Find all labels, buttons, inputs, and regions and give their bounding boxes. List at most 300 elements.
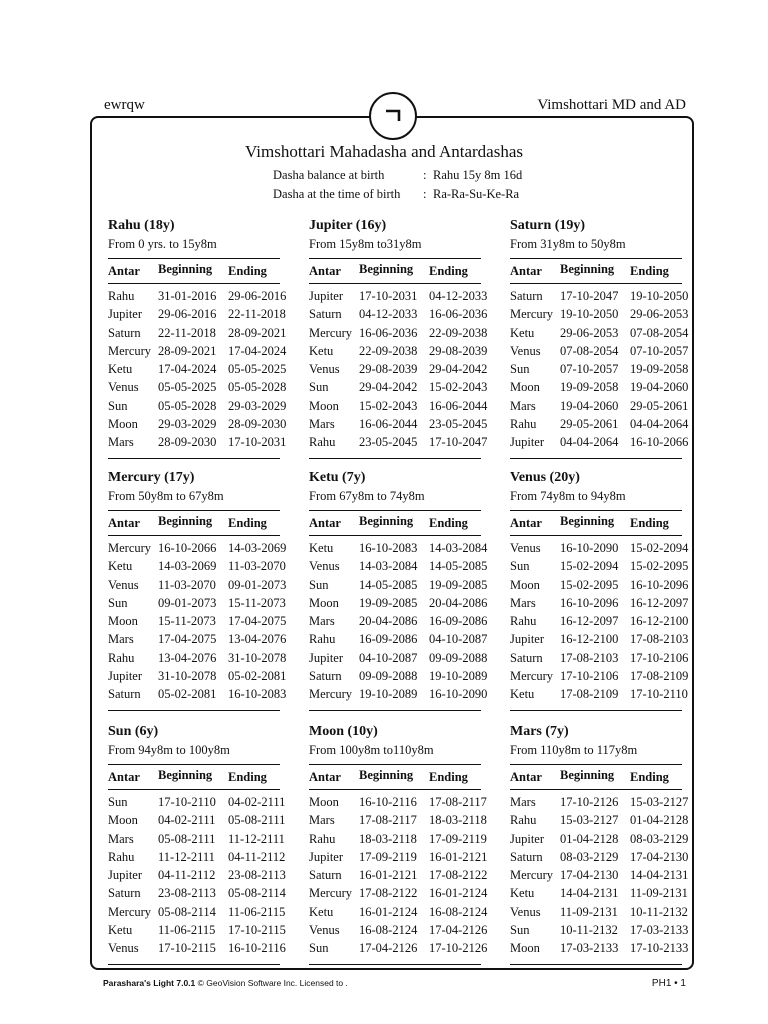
- beginning-cell: 17-08-2117: [359, 813, 417, 828]
- antar-cell: Saturn: [309, 868, 342, 883]
- table-row: [510, 868, 689, 886]
- header-left-text: ewrqw: [104, 97, 145, 113]
- beginning-cell: 29-06-2016: [158, 307, 217, 322]
- column-header-antar: Antar: [108, 264, 140, 278]
- ending-cell: 19-10-2050: [630, 289, 689, 303]
- ending-cell: 17-08-2117: [429, 795, 487, 809]
- ending-cell: 23-05-2045: [429, 417, 488, 432]
- beginning-cell: 01-04-2128: [560, 831, 619, 846]
- antar-cell: Sun: [309, 941, 329, 956]
- table-row: [309, 325, 488, 344]
- table-row: [510, 435, 689, 453]
- beginning-cell: 17-04-2024: [158, 362, 217, 377]
- antar-cell: Rahu: [309, 632, 336, 647]
- table-rule: [309, 710, 481, 711]
- beginning-cell: 17-10-2031: [359, 289, 418, 303]
- antar-cell: Moon: [108, 417, 138, 432]
- table-rule: [108, 458, 280, 459]
- beginning-cell: 16-10-2096: [560, 595, 619, 610]
- beginning-cell: 17-09-2119: [359, 849, 417, 864]
- table-row: [309, 904, 488, 923]
- mahadasha-title: Rahu (18y): [108, 218, 175, 233]
- antar-cell: Mercury: [510, 307, 554, 322]
- antar-cell: Sun: [108, 398, 128, 413]
- antar-cell: Ketu: [510, 886, 535, 901]
- ending-cell: 09-01-2073: [228, 577, 287, 592]
- table-row: [309, 595, 488, 614]
- table-header: [510, 511, 682, 535]
- table-row: [510, 595, 689, 614]
- ending-cell: 17-10-2133: [630, 941, 689, 956]
- beginning-cell: 10-11-2132: [560, 923, 618, 938]
- ending-cell: 16-10-2066: [630, 435, 689, 450]
- table-row: [510, 614, 689, 632]
- beginning-cell: 04-11-2112: [158, 868, 216, 883]
- mahadasha-range: From 94y8m to 100y8m: [108, 743, 230, 757]
- antar-cell: Saturn: [309, 669, 342, 684]
- ending-cell: 17-08-2109: [630, 669, 689, 684]
- mahadasha-range: From 110y8m to 117y8m: [510, 743, 638, 757]
- table-row: [108, 831, 285, 850]
- table-row: [309, 886, 488, 904]
- beginning-cell: 11-03-2070: [158, 577, 216, 592]
- table-row: [309, 289, 488, 307]
- ending-cell: 15-02-2095: [630, 559, 689, 574]
- column-header-ending: Ending: [228, 770, 267, 784]
- ending-cell: 29-06-2053: [630, 307, 689, 322]
- antar-cell: Rahu: [309, 831, 336, 846]
- antar-cell: Mars: [309, 614, 335, 629]
- dasha-block: [510, 724, 689, 965]
- column-header-beginning: Beginning: [359, 514, 414, 528]
- table-row: [309, 380, 488, 398]
- table-row: [309, 541, 488, 559]
- table-body: [510, 536, 689, 710]
- header-right-text: Vimshottari MD and AD: [537, 97, 686, 113]
- table-header: [309, 511, 481, 535]
- table-row: [510, 307, 689, 325]
- ending-cell: 16-01-2124: [429, 886, 488, 901]
- antar-cell: Venus: [510, 343, 541, 358]
- ending-cell: 10-11-2132: [630, 904, 688, 919]
- ending-cell: 01-04-2128: [630, 813, 689, 828]
- antar-cell: Venus: [108, 577, 139, 592]
- table-row: [108, 687, 287, 705]
- table-row: [309, 362, 488, 380]
- beginning-cell: 15-02-2043: [359, 398, 418, 413]
- beginning-cell: 17-08-2109: [560, 687, 619, 702]
- ending-cell: 17-04-2024: [228, 343, 287, 358]
- table-body: [510, 284, 689, 458]
- antar-cell: Mars: [309, 417, 335, 432]
- antar-cell: Rahu: [108, 849, 135, 864]
- antar-cell: Mars: [108, 632, 134, 647]
- table-row: [108, 435, 287, 453]
- beginning-cell: 16-09-2086: [359, 632, 418, 647]
- antar-cell: Ketu: [309, 904, 334, 919]
- antar-cell: Venus: [309, 923, 340, 938]
- page-number: PH1 • 1: [651, 978, 686, 989]
- table-row: [510, 904, 688, 923]
- table-row: [108, 595, 286, 614]
- beginning-cell: 31-10-2078: [158, 669, 217, 684]
- ending-cell: 17-08-2103: [630, 632, 689, 647]
- ending-cell: 19-10-2089: [429, 669, 488, 684]
- antar-cell: Saturn: [108, 325, 141, 340]
- beginning-cell: 19-09-2058: [560, 380, 619, 395]
- beginning-cell: 28-09-2030: [158, 435, 217, 450]
- ending-cell: 29-08-2039: [429, 343, 488, 358]
- beginning-cell: 15-11-2073: [158, 614, 216, 629]
- mahadasha-range: From 74y8m to 94y8m: [510, 489, 626, 503]
- beginning-cell: 07-08-2054: [560, 343, 619, 358]
- table-row: [108, 559, 286, 577]
- ending-cell: 13-04-2076: [228, 632, 287, 647]
- ending-cell: 07-08-2054: [630, 325, 689, 340]
- dasha-time-label: Dasha at the time of birth: [273, 187, 401, 201]
- beginning-cell: 16-10-2116: [359, 795, 417, 809]
- table-row: [510, 577, 689, 596]
- beginning-cell: 05-05-2028: [158, 398, 217, 413]
- beginning-cell: 16-06-2044: [359, 417, 418, 432]
- beginning-cell: 16-10-2083: [359, 541, 418, 555]
- table-body: [108, 536, 287, 710]
- table-row: [108, 795, 286, 813]
- antar-cell: Saturn: [510, 849, 543, 864]
- column-header-beginning: Beginning: [158, 768, 213, 782]
- antar-cell: Rahu: [510, 614, 537, 629]
- antar-cell: Saturn: [510, 650, 543, 665]
- ending-cell: 05-08-2114: [228, 886, 286, 901]
- beginning-cell: 29-05-2061: [560, 417, 619, 432]
- beginning-cell: 14-05-2085: [359, 577, 418, 592]
- ending-cell: 19-04-2060: [630, 380, 689, 395]
- table-row: [309, 559, 488, 577]
- table-row: [510, 813, 689, 831]
- column-header-antar: Antar: [510, 264, 542, 278]
- ending-cell: 16-08-2124: [429, 904, 488, 919]
- ending-cell: 05-05-2028: [228, 380, 287, 395]
- table-row: [510, 398, 689, 417]
- beginning-cell: 05-05-2025: [158, 380, 217, 395]
- beginning-cell: 16-08-2124: [359, 923, 418, 938]
- ending-cell: 16-12-2100: [630, 614, 689, 629]
- table-row: [309, 343, 488, 362]
- ending-cell: 19-09-2085: [429, 577, 488, 592]
- antar-cell: Jupiter: [108, 307, 143, 322]
- table-row: [510, 669, 689, 687]
- antar-cell: Ketu: [309, 343, 334, 358]
- table-header: [108, 765, 280, 789]
- antar-cell: Mars: [309, 813, 335, 828]
- ending-cell: 22-11-2018: [228, 307, 286, 322]
- ending-cell: 15-02-2043: [429, 380, 488, 395]
- ending-cell: 17-10-2115: [228, 923, 286, 938]
- ending-cell: 16-06-2036: [429, 307, 488, 322]
- table-row: [510, 417, 689, 435]
- column-header-antar: Antar: [309, 264, 341, 278]
- antar-cell: Rahu: [108, 650, 135, 665]
- beginning-cell: 11-12-2111: [158, 849, 215, 864]
- column-header-antar: Antar: [108, 516, 140, 530]
- table-row: [510, 849, 689, 868]
- mahadasha-range: From 67y8m to 74y8m: [309, 489, 425, 503]
- table-header: [108, 259, 280, 283]
- table-row: [510, 650, 689, 669]
- ending-cell: 31-10-2078: [228, 650, 287, 665]
- column-header-ending: Ending: [429, 516, 468, 530]
- table-row: [309, 417, 488, 435]
- antar-cell: Mercury: [108, 343, 152, 358]
- column-header-antar: Antar: [309, 770, 341, 784]
- table-rule: [510, 710, 682, 711]
- ending-cell: 22-09-2038: [429, 325, 488, 340]
- beginning-cell: 11-06-2115: [158, 923, 216, 938]
- ending-cell: 11-12-2111: [228, 831, 285, 846]
- antar-cell: Moon: [309, 795, 339, 809]
- mahadasha-range: From 100y8m to110y8m: [309, 743, 434, 757]
- beginning-cell: 17-10-2126: [560, 795, 619, 809]
- beginning-cell: 17-04-2126: [359, 941, 418, 956]
- ending-cell: 18-03-2118: [429, 813, 487, 828]
- table-row: [510, 380, 689, 398]
- dasha-block: [108, 218, 287, 459]
- ending-cell: 19-09-2058: [630, 362, 689, 377]
- table-row: [309, 868, 488, 886]
- table-rule: [108, 710, 280, 711]
- table-row: [108, 307, 286, 325]
- beginning-cell: 22-09-2038: [359, 343, 418, 358]
- ending-cell: 07-10-2057: [630, 343, 689, 358]
- ending-cell: 28-09-2021: [228, 325, 287, 340]
- beginning-cell: 17-08-2103: [560, 650, 619, 665]
- chart-badge: [369, 92, 417, 140]
- footer-app-name: Parashara's Light 7.0.1: [103, 978, 196, 988]
- table-row: [510, 831, 689, 850]
- table-row: [309, 398, 488, 417]
- table-row: [108, 325, 287, 344]
- table-row: [108, 941, 286, 959]
- table-body: [108, 790, 286, 964]
- table-rule: [510, 964, 682, 965]
- antar-cell: Moon: [309, 595, 339, 610]
- table-row: [108, 849, 286, 868]
- antar-cell: Rahu: [510, 417, 537, 432]
- beginning-cell: 17-10-2106: [560, 669, 619, 684]
- beginning-cell: 18-03-2118: [359, 831, 417, 846]
- antar-cell: Mars: [108, 831, 134, 846]
- mahadasha-range: From 50y8m to 67y8m: [108, 489, 224, 503]
- table-body: [108, 284, 287, 458]
- table-row: [108, 577, 287, 596]
- ending-cell: 05-02-2081: [228, 669, 287, 684]
- ending-cell: 17-10-2110: [630, 687, 688, 702]
- ending-cell: 23-08-2113: [228, 868, 286, 883]
- ending-cell: 11-09-2131: [630, 886, 688, 901]
- ending-cell: 14-03-2069: [228, 541, 287, 555]
- beginning-cell: 05-08-2111: [158, 831, 216, 846]
- beginning-cell: 04-10-2087: [359, 650, 418, 665]
- beginning-cell: 19-10-2089: [359, 687, 418, 702]
- ending-cell: 11-03-2070: [228, 559, 286, 574]
- antar-cell: Ketu: [108, 362, 133, 377]
- table-row: [309, 650, 488, 669]
- column-header-ending: Ending: [228, 264, 267, 278]
- antar-cell: Mercury: [108, 541, 152, 555]
- column-header-beginning: Beginning: [158, 514, 213, 528]
- dasha-block: [510, 218, 689, 459]
- dasha-block: [309, 724, 488, 965]
- antar-cell: Rahu: [510, 813, 537, 828]
- beginning-cell: 13-04-2076: [158, 650, 217, 665]
- antar-cell: Mercury: [108, 904, 152, 919]
- table-row: [309, 614, 488, 632]
- table-row: [510, 687, 688, 705]
- antar-cell: Moon: [108, 813, 138, 828]
- table-row: [108, 923, 286, 941]
- antar-cell: Jupiter: [510, 632, 545, 647]
- antar-cell: Ketu: [108, 559, 133, 574]
- beginning-cell: 29-06-2053: [560, 325, 619, 340]
- ending-cell: 16-10-2116: [228, 941, 286, 956]
- dasha-balance-colon: :: [423, 168, 427, 182]
- table-row: [510, 541, 689, 559]
- ending-cell: 04-04-2064: [630, 417, 689, 432]
- beginning-cell: 22-11-2018: [158, 325, 216, 340]
- mahadasha-title: Jupiter (16y): [309, 218, 387, 233]
- ending-cell: 05-08-2111: [228, 813, 286, 828]
- ending-cell: 14-03-2084: [429, 541, 488, 555]
- ending-cell: 04-10-2087: [429, 632, 488, 647]
- table-header: [309, 259, 481, 283]
- table-row: [108, 343, 287, 362]
- ending-cell: 17-08-2122: [429, 868, 488, 883]
- ending-cell: 09-09-2088: [429, 650, 488, 665]
- beginning-cell: 23-05-2045: [359, 435, 418, 450]
- dasha-block: [309, 218, 488, 459]
- antar-cell: Mars: [108, 435, 134, 450]
- ending-cell: 17-04-2130: [630, 849, 689, 864]
- ending-cell: 08-03-2129: [630, 831, 689, 846]
- antar-cell: Mercury: [510, 868, 554, 883]
- table-row: [510, 923, 689, 941]
- table-row: [309, 577, 488, 596]
- mahadasha-title: Mercury (17y): [108, 470, 195, 485]
- beginning-cell: 29-08-2039: [359, 362, 418, 377]
- ending-cell: 29-05-2061: [630, 398, 689, 413]
- beginning-cell: 05-08-2114: [158, 904, 216, 919]
- antar-cell: Ketu: [510, 325, 535, 340]
- table-row: [108, 868, 286, 886]
- table-row: [309, 795, 487, 813]
- table-body: [510, 790, 689, 964]
- beginning-cell: 14-04-2131: [560, 886, 619, 901]
- antar-cell: Venus: [510, 904, 541, 919]
- table-row: [309, 687, 488, 705]
- antar-cell: Sun: [510, 362, 530, 377]
- antar-cell: Moon: [108, 614, 138, 629]
- beginning-cell: 07-10-2057: [560, 362, 619, 377]
- column-header-beginning: Beginning: [560, 768, 615, 782]
- table-row: [309, 941, 488, 959]
- antar-cell: Sun: [510, 559, 530, 574]
- table-row: [510, 343, 689, 362]
- antar-cell: Mars: [510, 595, 536, 610]
- ending-cell: 14-04-2131: [630, 868, 689, 883]
- table-row: [510, 325, 689, 344]
- ending-cell: 17-09-2119: [429, 831, 487, 846]
- ending-cell: 05-05-2025: [228, 362, 287, 377]
- antar-cell: Sun: [309, 380, 329, 395]
- table-row: [108, 904, 286, 923]
- dasha-block: [108, 470, 287, 711]
- ending-cell: 17-04-2126: [429, 923, 488, 938]
- antar-cell: Moon: [510, 941, 540, 956]
- antar-cell: Jupiter: [309, 289, 344, 303]
- antar-cell: Moon: [510, 380, 540, 395]
- beginning-cell: 16-06-2036: [359, 325, 418, 340]
- ending-cell: 11-06-2115: [228, 904, 286, 919]
- ending-cell: 17-10-2031: [228, 435, 287, 450]
- column-header-beginning: Beginning: [158, 262, 213, 276]
- beginning-cell: 15-02-2094: [560, 559, 619, 574]
- ending-cell: 20-04-2086: [429, 595, 488, 610]
- antar-cell: Mars: [510, 795, 536, 809]
- ending-cell: 29-04-2042: [429, 362, 488, 377]
- table-row: [108, 362, 287, 380]
- antar-cell: Mercury: [309, 886, 353, 901]
- beginning-cell: 05-02-2081: [158, 687, 217, 702]
- dasha-block: [108, 724, 286, 965]
- antar-cell: Ketu: [510, 687, 535, 702]
- table-row: [510, 795, 689, 813]
- ending-cell: 29-06-2016: [228, 289, 287, 303]
- mahadasha-title: Ketu (7y): [309, 470, 366, 485]
- beginning-cell: 31-01-2016: [158, 289, 217, 303]
- table-rule: [309, 964, 481, 965]
- table-row: [510, 289, 689, 307]
- column-header-antar: Antar: [510, 516, 542, 530]
- ending-cell: 17-03-2133: [630, 923, 689, 938]
- beginning-cell: 28-09-2021: [158, 343, 217, 358]
- beginning-cell: 17-10-2115: [158, 941, 216, 956]
- beginning-cell: 20-04-2086: [359, 614, 418, 629]
- mahadasha-title: Saturn (19y): [510, 218, 586, 233]
- ending-cell: 15-02-2094: [630, 541, 689, 555]
- mahadasha-title: Sun (6y): [108, 724, 159, 739]
- table-row: [309, 632, 488, 650]
- beginning-cell: 11-09-2131: [560, 904, 618, 919]
- antar-cell: Saturn: [108, 687, 141, 702]
- beginning-cell: 17-03-2133: [560, 941, 619, 956]
- table-rule: [108, 964, 280, 965]
- beginning-cell: 17-08-2122: [359, 886, 418, 901]
- table-row: [309, 307, 488, 325]
- beginning-cell: 29-04-2042: [359, 380, 418, 395]
- column-header-beginning: Beginning: [359, 262, 414, 276]
- beginning-cell: 08-03-2129: [560, 849, 619, 864]
- antar-cell: Sun: [108, 595, 128, 610]
- page-title: Vimshottari Mahadasha and Antardashas: [245, 142, 523, 161]
- column-header-ending: Ending: [630, 264, 669, 278]
- beginning-cell: 17-04-2075: [158, 632, 217, 647]
- dasha-time-value: Ra-Ra-Su-Ke-Ra: [433, 187, 520, 201]
- column-header-beginning: Beginning: [560, 514, 615, 528]
- table-row: [309, 435, 488, 453]
- column-header-beginning: Beginning: [359, 768, 414, 782]
- ending-cell: 17-04-2075: [228, 614, 287, 629]
- ending-cell: 15-03-2127: [630, 795, 689, 809]
